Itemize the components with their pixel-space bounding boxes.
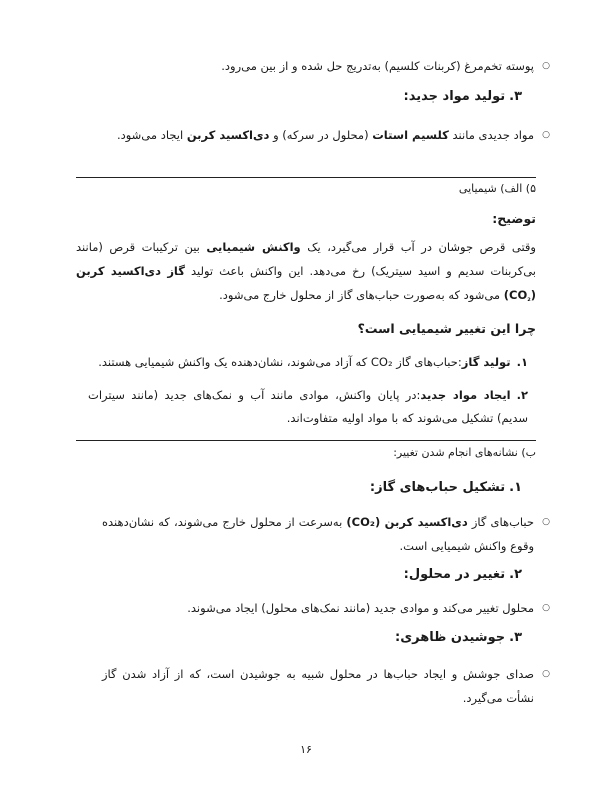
- list-item: [102, 597, 550, 620]
- section-title: تولید مواد جدید:: [403, 89, 506, 104]
- why-title: چرا این تغییر شیمیایی است؟: [357, 321, 536, 336]
- explanation-paragraph: [76, 235, 536, 311]
- text-run: بین ترکیبات قرص (مانند بی‌کربنات سدیم و اسید سیتریک) رخ می‌دهد. این واکنش باعث تولید: [76, 240, 536, 278]
- text-run: به‌سرعت از محلول خارج می‌شوند، که نشان‌دهنده وقوع واکنش شیمیایی است.: [102, 515, 534, 553]
- bold-term: گاز دی‌اکسید کربن (CO: [76, 264, 536, 302]
- list-item: [102, 55, 550, 78]
- text-run: می‌شود که به‌صورت حباب‌های گاز از محلول خارج می‌شود.: [219, 288, 504, 302]
- sign-heading: [395, 630, 522, 645]
- bullet-icon: ○: [542, 61, 550, 71]
- why-item: [76, 351, 528, 374]
- subscript: ₂: [527, 294, 531, 303]
- sign-title: تغییر در محلول:: [403, 567, 506, 582]
- text-run: :حباب‌های گاز CO₂ که آزاد می‌شوند، نشان‌دهنده یک واکنش شیمیایی هستند.: [98, 355, 462, 369]
- sign-title: جوشیدن ظاهری:: [395, 630, 506, 645]
- answer-label: ب) نشانه‌های انجام شدن تغییر:: [393, 446, 536, 459]
- list-item: [102, 122, 550, 148]
- bold-term: دی‌اکسید کربن: [186, 128, 270, 142]
- bullet-icon: ○: [542, 517, 550, 527]
- bold-term: ایجاد مواد جدید: [420, 388, 511, 402]
- bold-term: کلسیم استات: [372, 128, 449, 142]
- list-item-text: پوسته تخم‌مرغ (کربنات کلسیم) به‌تدریج حل شده و از بین می‌رود.: [221, 59, 534, 73]
- sign-heading: [404, 567, 522, 582]
- sign-heading: [370, 480, 522, 495]
- item-number: ۱.: [516, 355, 528, 369]
- bold-term: تولید گاز: [461, 355, 511, 369]
- item-number: ۱.: [509, 480, 522, 495]
- text-run: (محلول در سرکه) و: [269, 128, 373, 142]
- text-run: صدای جوشش و ایجاد حباب‌ها در محلول شبیه به جوشیدن است، که از آزاد شدن گاز نشأت می‌گیرد.: [102, 667, 534, 705]
- list-item: [102, 662, 550, 710]
- divider: [76, 177, 536, 178]
- item-number: ۲.: [516, 388, 528, 402]
- sign-title: تشکیل حباب‌های گاز:: [369, 480, 506, 495]
- answer-label: ۵) الف) شیمیایی: [458, 182, 536, 195]
- bold-term: واکنش شیمیایی: [206, 240, 301, 254]
- page-number: ۱۶: [300, 743, 312, 756]
- text-run: حباب‌های گاز: [467, 515, 534, 529]
- text-run: :در پایان واکنش، موادی مانند آب و نمک‌های جدید (مانند سیترات سدیم) تشکیل می‌شوند که با مواد اولیه متفاوت‌اند.: [88, 388, 528, 425]
- text-run: ایجاد می‌شود.: [116, 128, 187, 142]
- bold-term: ): [503, 288, 509, 302]
- divider: [76, 440, 536, 441]
- item-number: ۲.: [509, 567, 522, 582]
- bullet-icon: ○: [542, 130, 550, 140]
- bullet-icon: ○: [542, 669, 550, 679]
- list-item: [102, 510, 550, 558]
- text-run: مواد جدیدی مانند: [448, 128, 534, 142]
- text-run: محلول تغییر می‌کند و موادی جدید (مانند نمک‌های محلول) ایجاد می‌شوند.: [187, 601, 534, 615]
- text-run: وقتی قرص جوشان در آب قرار می‌گیرد، یک: [300, 240, 536, 254]
- section-number: ۳.: [509, 89, 522, 104]
- why-item: [88, 384, 528, 430]
- section-heading: [404, 89, 522, 104]
- bold-term: دی‌اکسید کربن (CO₂): [346, 515, 468, 529]
- explanation-title: توضیح:: [492, 211, 536, 226]
- bullet-icon: ○: [542, 603, 550, 613]
- item-number: ۳.: [509, 630, 522, 645]
